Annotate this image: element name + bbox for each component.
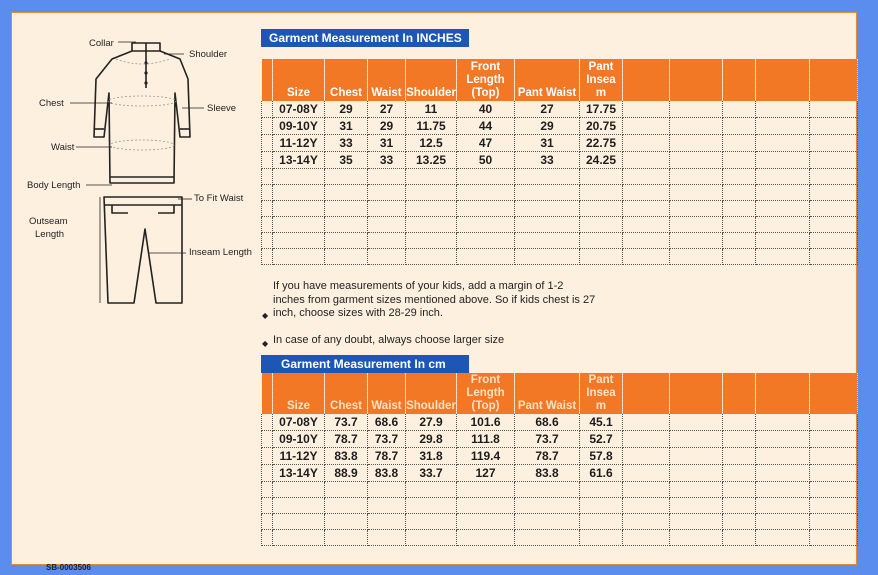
cell-front-length: 44 (457, 118, 515, 135)
cell-waist: 78.7 (368, 448, 406, 465)
cell-pant-inseam: 22.75 (580, 135, 623, 152)
table-row (262, 448, 858, 465)
header-waist: Waist (368, 373, 406, 414)
cell-waist: 29 (368, 118, 406, 135)
cell-pant-waist: 78.7 (515, 448, 580, 465)
cell-front-length: 50 (457, 152, 515, 169)
cell-shoulder: 29.8 (406, 431, 457, 448)
label-collar: Collar (89, 38, 114, 49)
header-front-length: Front Length (Top) (457, 59, 515, 101)
cell-front-length: 101.6 (457, 414, 515, 431)
empty-row (262, 514, 858, 530)
header-front-length: Front Length (Top) (457, 373, 515, 414)
cell-size: 09-10Y (273, 118, 325, 135)
cell-chest: 35 (325, 152, 368, 169)
note-doubt: In case of any doubt, always choose larger size (273, 334, 505, 346)
cell-size: 11-12Y (273, 135, 325, 152)
label-to-fit-waist: To Fit Waist (194, 193, 244, 204)
cell-size: 07-08Y (273, 101, 325, 118)
header-waist: Waist (368, 59, 406, 101)
cell-size: 09-10Y (273, 431, 325, 448)
cell-front-length: 47 (457, 135, 515, 152)
cell-pant-waist: 31 (515, 135, 580, 152)
cm-header-row (262, 373, 858, 414)
cell-shoulder: 33.7 (406, 465, 457, 482)
cell-waist: 73.7 (368, 431, 406, 448)
table-row (262, 101, 858, 118)
cell-waist: 31 (368, 135, 406, 152)
note-margin: If you have measurements of your kids, add a margin of 1-2 inches from garment sizes mentioned above. So if kids chest is 27 inch, choose sizes with 28-29 inch. (273, 280, 596, 319)
cell-front-length: 127 (457, 465, 515, 482)
cell-size: 13-14Y (273, 465, 325, 482)
cell-chest: 33 (325, 135, 368, 152)
empty-row (262, 249, 858, 265)
empty-row (262, 498, 858, 514)
cell-size: 07-08Y (273, 414, 325, 431)
table-row (262, 465, 858, 482)
header-pant-waist: Pant Waist (515, 373, 580, 414)
cell-shoulder: 11.75 (406, 118, 457, 135)
table-row (262, 135, 858, 152)
cell-chest: 88.9 (325, 465, 368, 482)
header-pant-inseam: Pant Insea m (580, 373, 623, 414)
table-row (262, 414, 858, 431)
cell-waist: 83.8 (368, 465, 406, 482)
table-row (262, 152, 858, 169)
empty-row (262, 185, 858, 201)
header-size: Size (273, 59, 325, 101)
empty-row (262, 169, 858, 185)
bullet-icon: ◆ (262, 311, 269, 320)
header-shoulder: Shoulder (406, 373, 457, 414)
label-waist: Waist (51, 142, 75, 153)
cell-waist: 68.6 (368, 414, 406, 431)
header-chest: Chest (325, 59, 368, 101)
cell-pant-waist: 73.7 (515, 431, 580, 448)
cell-shoulder: 13.25 (406, 152, 457, 169)
cell-front-length: 119.4 (457, 448, 515, 465)
cell-chest: 29 (325, 101, 368, 118)
header-pant-waist: Pant Waist (515, 59, 580, 101)
label-outseam-line1: Outseam (29, 216, 68, 227)
cell-front-length: 111.8 (457, 431, 515, 448)
cell-size: 13-14Y (273, 152, 325, 169)
cm-size-table (261, 373, 858, 546)
cell-pant-inseam: 45.1 (580, 414, 623, 431)
cell-pant-waist: 29 (515, 118, 580, 135)
cell-pant-inseam: 61.6 (580, 465, 623, 482)
empty-row (262, 530, 858, 546)
header-pant-inseam: Pant Insea m (580, 59, 623, 101)
label-body-length: Body Length (27, 180, 81, 191)
table-row (262, 118, 858, 135)
header-shoulder: Shoulder (406, 59, 457, 101)
inches-header-row (262, 59, 858, 101)
empty-row (262, 233, 858, 249)
cell-pant-waist: 27 (515, 101, 580, 118)
cell-pant-inseam: 17.75 (580, 101, 623, 118)
cell-chest: 78.7 (325, 431, 368, 448)
cell-waist: 33 (368, 152, 406, 169)
product-code: SB-0003506 (46, 563, 91, 572)
empty-row (262, 217, 858, 233)
table-row (262, 431, 858, 448)
cell-pant-inseam: 24.25 (580, 152, 623, 169)
bullet-icon: ◆ (262, 339, 269, 348)
cell-chest: 83.8 (325, 448, 368, 465)
label-inseam-length: Inseam Length (189, 247, 252, 258)
inches-table-title: Garment Measurement In INCHES (261, 29, 469, 47)
cell-shoulder: 31.8 (406, 448, 457, 465)
cell-pant-waist: 83.8 (515, 465, 580, 482)
inches-size-table (261, 59, 858, 265)
empty-row (262, 201, 858, 217)
cell-front-length: 40 (457, 101, 515, 118)
label-sleeve: Sleeve (207, 103, 237, 114)
header-size: Size (273, 373, 325, 414)
cell-chest: 73.7 (325, 414, 368, 431)
cell-chest: 31 (325, 118, 368, 135)
label-shoulder: Shoulder (189, 49, 228, 60)
cell-pant-waist: 68.6 (515, 414, 580, 431)
cell-pant-inseam: 52.7 (580, 431, 623, 448)
header-chest: Chest (325, 373, 368, 414)
cell-shoulder: 12.5 (406, 135, 457, 152)
cell-size: 11-12Y (273, 448, 325, 465)
label-outseam-line2: Length (35, 229, 65, 240)
cell-waist: 27 (368, 101, 406, 118)
cell-shoulder: 11 (406, 101, 457, 118)
empty-row (262, 482, 858, 498)
cm-table-title: Garment Measurement In cm (261, 355, 469, 373)
kurta-outline (94, 51, 190, 183)
cell-pant-waist: 33 (515, 152, 580, 169)
cell-shoulder: 27.9 (406, 414, 457, 431)
cell-pant-inseam: 20.75 (580, 118, 623, 135)
label-chest: Chest (39, 98, 64, 109)
cell-pant-inseam: 57.8 (580, 448, 623, 465)
size-chart-card (11, 12, 857, 572)
